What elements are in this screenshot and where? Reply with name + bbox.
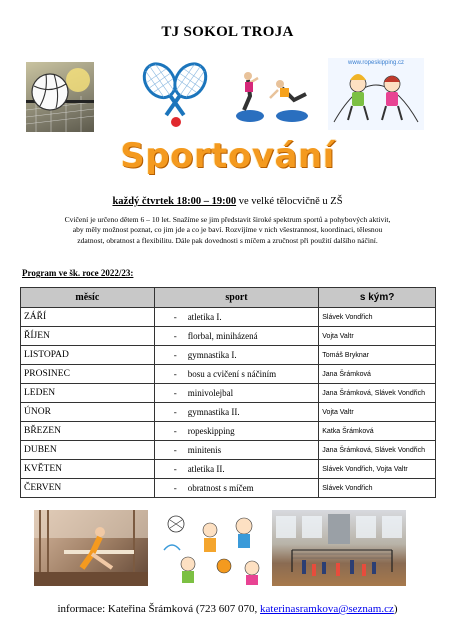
sports-hall-photo [272,510,406,586]
cell-who: Slávek Vondřich [319,308,436,327]
cell-month: LISTOPAD [21,346,155,365]
page-title: TJ SOKOL TROJA [161,24,294,40]
cell-who: Tomáš Bryknar [319,346,436,365]
program-table [20,287,436,498]
table-row [21,422,436,441]
schedule-when: každý čtvrtek 18:00 – 19:00 [112,196,237,207]
cell-month: ZÁŘÍ [21,308,155,327]
header-month: měsíc [21,288,155,308]
cell-who: Jana Šrámková, Slávek Vondřich [319,384,436,403]
table-row [21,441,436,460]
cell-who: Katka Šrámková [319,422,436,441]
table-row [21,403,436,422]
description-line: zdatnost, obratnost a flexibilitu. Dále pak dovednosti s míčem a zručnost při použití dalšího náčiní. [77,235,378,245]
table-row [21,460,436,479]
cell-month: DUBEN [21,441,155,460]
cell-sport: - ropeskipping [154,422,319,441]
rope-skipping-url: www.ropeskipping.cz [347,60,405,66]
description-line: Cvičení je určeno dětem 6 – 10 let. Snažíme se jim představit široké spektrum sportů a pohybových aktivit, [64,215,391,224]
volleyball-image [26,62,94,132]
table-row [21,384,436,403]
footer-contact [0,603,455,615]
cell-who: Vojta Valtr [319,403,436,422]
cell-sport: - bosu a cvičení s náčiním [154,365,319,384]
fitness-women-image [228,64,318,126]
cell-month: LEDEN [21,384,155,403]
cell-month: ŘÍJEN [21,327,155,346]
header-who: s kým? [319,288,436,308]
cell-month: ÚNOR [21,403,155,422]
footer-label: informace: Kateřina Šrámková (723 607 070, [57,603,261,615]
cell-month: KVĚTEN [21,460,155,479]
cell-sport: - gymnastika II. [154,403,319,422]
cell-sport: - atletika I. [154,308,319,327]
cell-month: PROSINEC [21,365,155,384]
table-row [21,479,436,498]
gymnastics-photo [34,510,148,586]
description [22,215,433,246]
cell-sport: - obratnost s míčem [154,479,319,498]
table-row [21,308,436,327]
rope-skipping-image [328,58,424,130]
email-link[interactable]: katerinasramkova@seznam.cz [260,603,394,615]
table-header-row [21,288,436,308]
cell-sport: - minivolejbal [154,384,319,403]
cell-who: Jana Šrámková [319,365,436,384]
cell-month: ČERVEN [21,479,155,498]
program-heading: Program ve šk. roce 2022/23: [22,268,134,278]
cell-month: BŘEZEN [21,422,155,441]
cell-who: Jana Šrámková, Slávek Vondřich [319,441,436,460]
cell-sport: - florbal, miniházená [154,327,319,346]
table-row [21,327,436,346]
header-sport: sport [154,288,319,308]
schedule-line [0,196,455,207]
table-row [21,346,436,365]
cell-sport: - atletika II. [154,460,319,479]
schedule-where: ve velké tělocvičně u ZŠ [236,196,343,207]
cell-sport: - minitenis [154,441,319,460]
kids-sports-clipart [158,510,268,586]
footer-close: ) [393,603,398,615]
cell-sport: - gymnastika I. [154,346,319,365]
main-title: Sportování [120,136,335,176]
tennis-rackets-image [140,58,210,130]
cell-who: Slávek Vondřich [319,479,436,498]
cell-who: Vojta Valtr [319,327,436,346]
cell-who: Slávek Vondřich, Vojta Valtr [319,460,436,479]
description-line: aby měly možnost poznat, co jim jde a co je baví. Rozvíjíme v nich všestrannost, koordinaci, tělesnou [72,225,383,235]
table-row [21,365,436,384]
